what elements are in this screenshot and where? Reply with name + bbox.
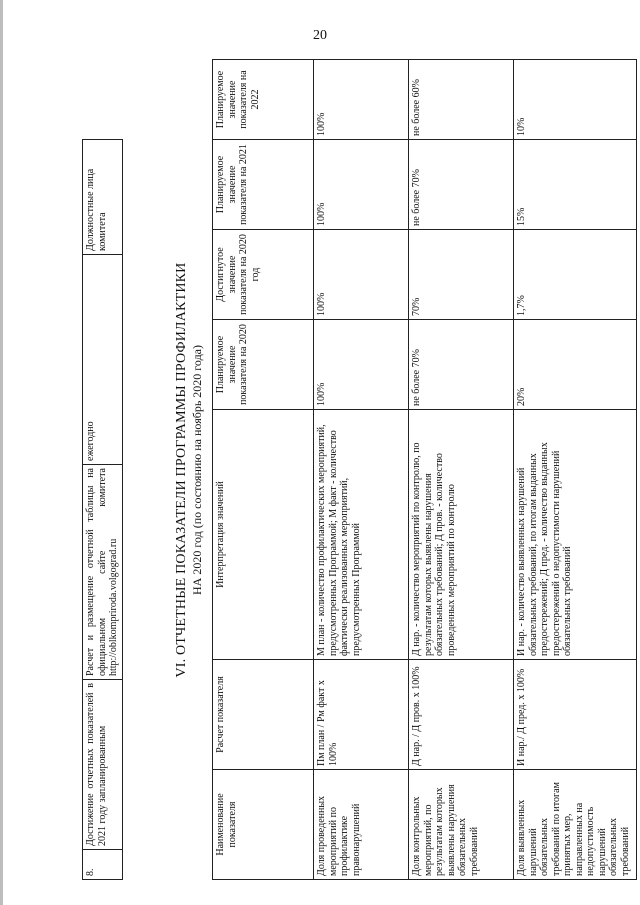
calculation-cell: Расчет и размещение отчетной таблицы на официальном сайте комитета http://oblkompriroda.volgograd.ru bbox=[83, 465, 123, 680]
column-header: Планируемое значение показателя на 2021 bbox=[213, 140, 314, 230]
header-row bbox=[213, 60, 314, 880]
table-row bbox=[314, 60, 409, 880]
calculation-cell: И нар./ Д пред. х 100% bbox=[514, 660, 637, 770]
plan-2020-cell: 20% bbox=[514, 320, 637, 410]
plan-2021-cell: не более 70% bbox=[409, 140, 514, 230]
indicator-name-cell: Доля выявленных нарушений обязательных требований по итогам принятых мер, направленных на недопустимость нарушений обязательных требований bbox=[514, 770, 637, 880]
indicator-name-cell: Доля контрольных мероприятий, по результатам которых выявлены нарушения обязательных требований bbox=[409, 770, 514, 880]
column-header: Наименование показателя bbox=[213, 770, 314, 880]
calculation-cell: Пм план / Рм факт х 100% bbox=[314, 660, 409, 770]
responsible-cell: Должностные лица комитета bbox=[83, 140, 123, 255]
interpretation-cell: М план - количество профилактических мероприятий, предусмотренных Программой; М факт - количество фактически реализованных мероприятий, предусмотренных Программой bbox=[314, 410, 409, 660]
landscape-content bbox=[82, 60, 631, 880]
plan-2022-cell: не более 60% bbox=[409, 60, 514, 140]
section-subtitle: НА 2020 год (по состоянию на ноябрь 2020 года) bbox=[190, 345, 204, 596]
section-heading bbox=[174, 60, 205, 880]
indicator-name-cell: Доля проведенных мероприятий по профилактике правонарушений bbox=[314, 770, 409, 880]
table-row bbox=[83, 140, 123, 880]
column-header: Достигнутое значение показателя на 2020 год bbox=[213, 230, 314, 320]
plan-2021-cell: 100% bbox=[314, 140, 409, 230]
section-title: VI. ОТЧЕТНЫЕ ПОКАЗАТЕЛИ ПРОГРАММЫ ПРОФИЛАКТИКИ bbox=[174, 262, 189, 678]
plan-2020-cell: 100% bbox=[314, 320, 409, 410]
column-header: Планируемое значение показателя на 2022 bbox=[213, 60, 314, 140]
plan-2022-cell: 10% bbox=[514, 60, 637, 140]
plan-2021-cell: 15% bbox=[514, 140, 637, 230]
plan-2022-cell: 100% bbox=[314, 60, 409, 140]
interpretation-cell: ежегодно bbox=[83, 255, 123, 465]
interpretation-cell: Д нар. - количество мероприятий по контролю, по результатам которых выявлены нарушения обязательных требований; Д пров. - количество проведенных мероприятий по контролю bbox=[409, 410, 514, 660]
table-row bbox=[514, 60, 637, 880]
column-header: Планируемое значение показателя на 2020 bbox=[213, 320, 314, 410]
fact-2020-cell: 70% bbox=[409, 230, 514, 320]
calculation-cell: Д нар. / Д пров. х 100% bbox=[409, 660, 514, 770]
rotated-page-content bbox=[82, 60, 631, 880]
scan-edge bbox=[0, 0, 3, 905]
column-header: Интерпретация значений bbox=[213, 410, 314, 660]
fact-2020-cell: 100% bbox=[314, 230, 409, 320]
indicator-name-cell: Достижение отчетных показателей в 2021 году запланированным bbox=[83, 680, 123, 850]
table-row bbox=[409, 60, 514, 880]
page-number: 20 bbox=[313, 28, 327, 43]
indicators-table bbox=[212, 59, 637, 880]
interpretation-cell: И нар. - количество выявленных нарушений обязательных требований, по итогам выданных предостережений; Д пред. - количество выданных предостережений о недопустимости нарушений обязательных требований bbox=[514, 410, 637, 660]
column-header: Расчет показателя bbox=[213, 660, 314, 770]
previous-section-table bbox=[82, 139, 123, 880]
plan-2020-cell: не более 70% bbox=[409, 320, 514, 410]
row-number: 8. bbox=[83, 850, 123, 880]
fact-2020-cell: 1,7% bbox=[514, 230, 637, 320]
